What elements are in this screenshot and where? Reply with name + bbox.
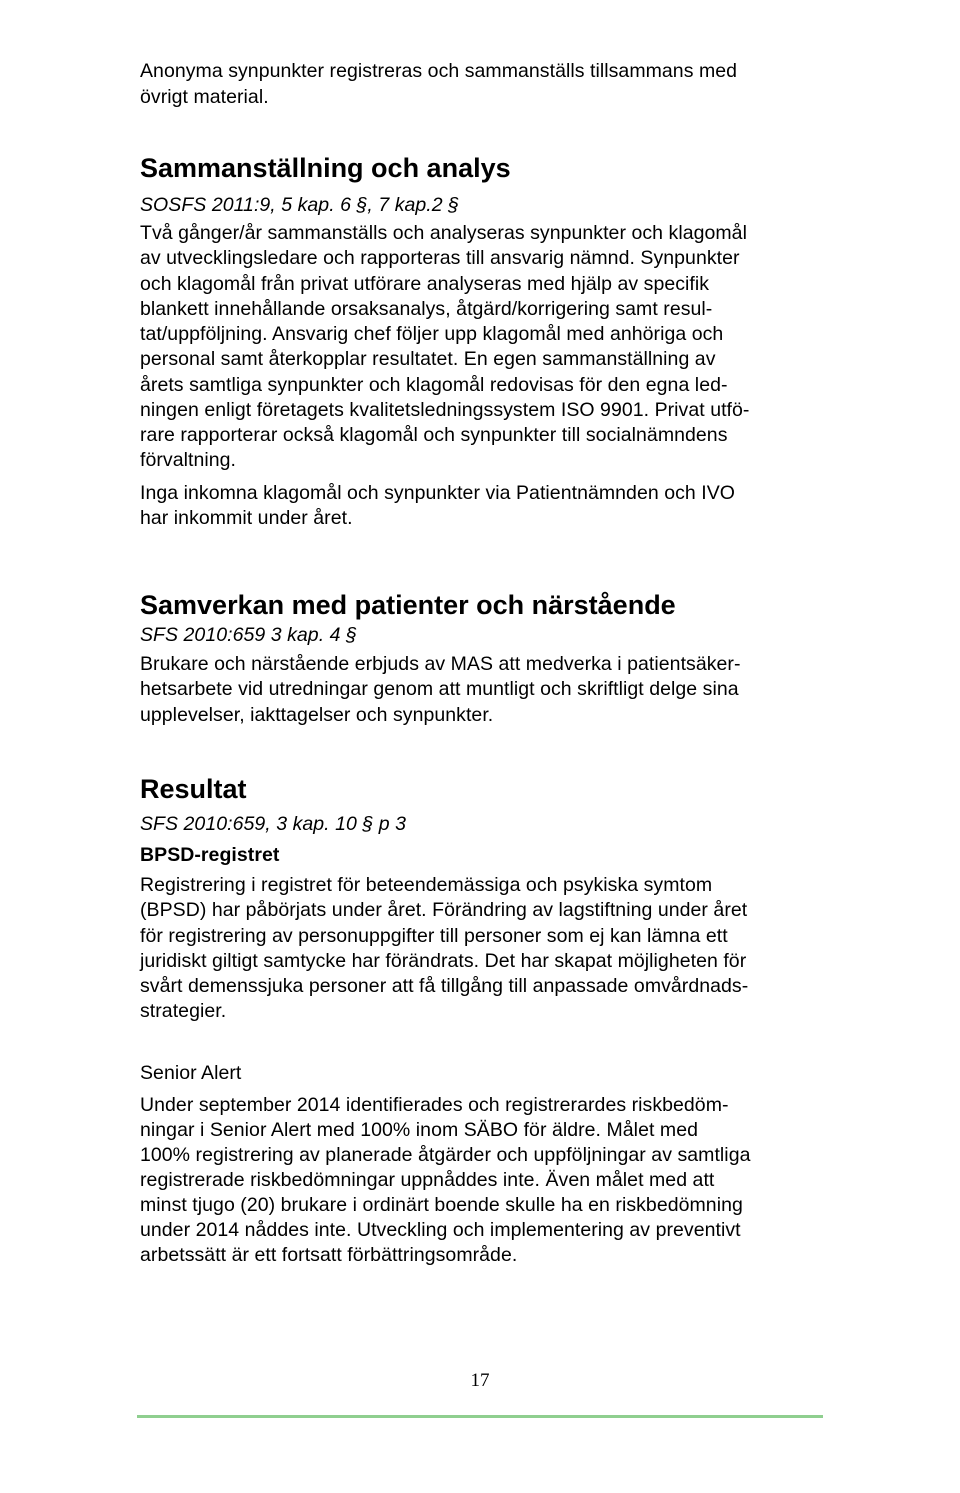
paragraph-line: Under september 2014 identifierades och registrerardes riskbedöm-: [140, 1094, 729, 1116]
paragraph-line: Två gånger/år sammanställs och analyseras synpunkter och klagomål: [140, 222, 747, 244]
paragraph-line: upplevelser, iakttagelser och synpunkter.: [140, 704, 494, 726]
paragraph-line: ningen enligt företagets kvalitetsledningssystem ISO 9901. Privat utfö-: [140, 399, 750, 421]
paragraph-line: övrigt material.: [140, 86, 269, 108]
paragraph-line: registrerade riskbedömningar uppnåddes inte. Även målet med att: [140, 1169, 715, 1191]
paragraph-line: juridiskt giltigt samtycke har förändrats. Det har skapat möjligheten för: [140, 950, 747, 972]
paragraph-line: 100% registrering av planerade åtgärder och uppföljningar av samtliga: [140, 1144, 751, 1166]
law-reference-analysis: SOSFS 2011:9, 5 kap. 6 §, 7 kap.2 §: [140, 194, 460, 216]
footer-divider: [137, 1415, 823, 1418]
paragraph-line: blankett innehållande orsaksanalys, åtgärd/korrigering samt resul-: [140, 298, 713, 320]
paragraph-line: under 2014 nåddes inte. Utveckling och implementering av preventivt: [140, 1219, 741, 1241]
paragraph-line: tat/uppföljning. Ansvarig chef följer upp klagomål med anhöriga och: [140, 323, 724, 345]
paragraph-line: och klagomål från privat utförare analyseras med hjälp av specifik: [140, 273, 710, 295]
subheading-bpsd: BPSD-registret: [140, 844, 280, 866]
paragraph-line: har inkommit under året.: [140, 507, 353, 529]
paragraph-line: strategier.: [140, 1000, 227, 1022]
paragraph-line: hetsarbete vid utredningar genom att muntligt och skriftligt delge sina: [140, 678, 739, 700]
section-heading-collaboration: Samverkan med patienter och närstående: [140, 590, 676, 620]
paragraph-line: Inga inkomna klagomål och synpunkter via Patientnämnden och IVO: [140, 482, 735, 504]
paragraph-line: Anonyma synpunkter registreras och sammanställs tillsammans med: [140, 60, 738, 82]
paragraph-line: för registrering av personuppgifter till personer som ej kan lämna ett: [140, 925, 728, 947]
section-heading-result: Resultat: [140, 774, 247, 804]
paragraph-line: årets samtliga synpunkter och klagomål redovisas för den egna led-: [140, 374, 728, 396]
paragraph-line: svårt demenssjuka personer att få tillgång till anpassade omvårdnads-: [140, 975, 749, 997]
paragraph-line: minst tjugo (20) brukare i ordinärt boende skulle ha en riskbedömning: [140, 1194, 743, 1216]
paragraph-line: ningar i Senior Alert med 100% inom SÄBO för äldre. Målet med: [140, 1119, 698, 1141]
paragraph-line: rare rapporterar också klagomål och synpunkter till socialnämndens: [140, 424, 728, 446]
paragraph-line: Registrering i registret för beteendemässiga och psykiska symtom: [140, 874, 713, 896]
law-reference-collaboration: SFS 2010:659 3 kap. 4 §: [140, 624, 357, 646]
paragraph-line: (BPSD) har påbörjats under året. Förändring av lagstiftning under året: [140, 899, 748, 921]
page-number: 17: [470, 1370, 490, 1391]
paragraph-line: förvaltning.: [140, 449, 236, 471]
section-heading-analysis: Sammanställning och analys: [140, 153, 511, 183]
law-reference-result: SFS 2010:659, 3 kap. 10 § p 3: [140, 813, 406, 835]
paragraph-line: av utvecklingsledare och rapporteras till ansvarig nämnd. Synpunkter: [140, 247, 740, 269]
paragraph-line: personal samt återkopplar resultatet. En egen sammanställning av: [140, 348, 716, 370]
paragraph-line: Brukare och närstående erbjuds av MAS att medverka i patientsäker-: [140, 653, 741, 675]
paragraph-line: arbetssätt är ett fortsatt förbättringsområde.: [140, 1244, 518, 1266]
subheading-senior-alert: Senior Alert: [140, 1062, 242, 1084]
